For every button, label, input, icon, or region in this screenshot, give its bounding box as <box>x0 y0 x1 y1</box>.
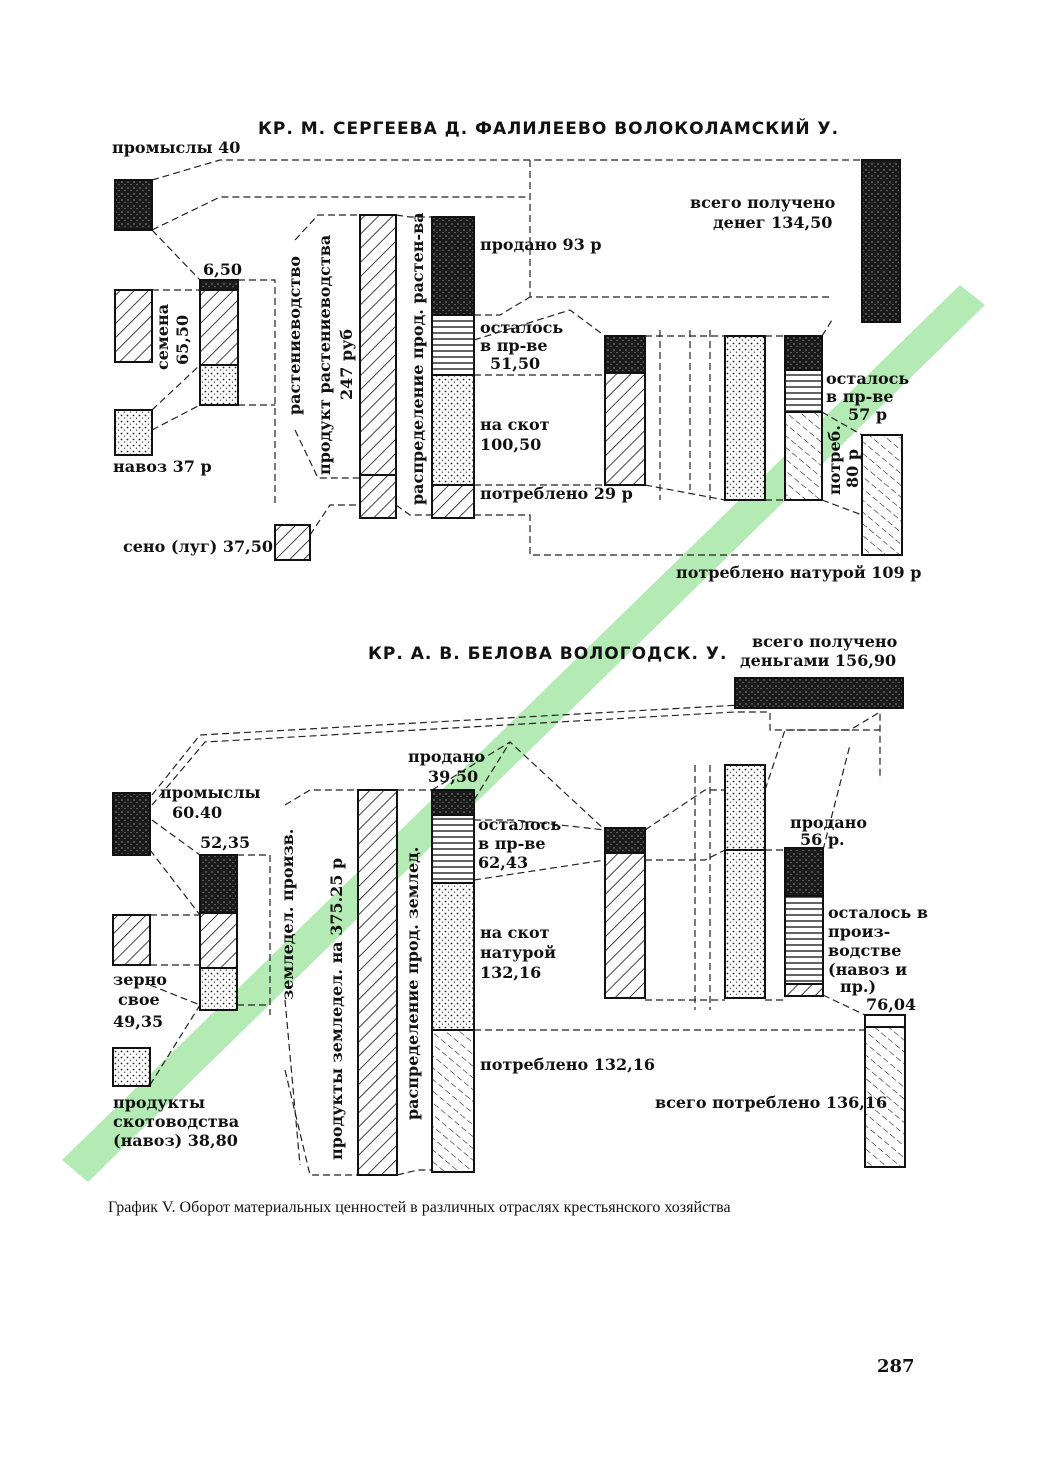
bottom-left2-label-1: осталось в <box>828 903 928 922</box>
figure-caption: График V. Оборот материальных ценностей в различных отраслях крестьянского хозяйства <box>108 1199 731 1216</box>
top-promysly-box <box>115 180 152 230</box>
bottom-money-label-1: всего получено <box>752 632 898 651</box>
top-natural-label: потреблено натурой 109 р <box>676 563 922 582</box>
top-skot-label-1: на скот <box>480 415 550 434</box>
bottom-zemled-label: земледел. произв. <box>278 828 297 1000</box>
bottom-left-label-2: в пр-ве <box>478 834 546 853</box>
top-left2-label-2: в пр-ве <box>826 387 894 406</box>
top-rast-label: растениеводство <box>285 255 304 415</box>
top-distr-label: распределение прод. растен-ва <box>408 212 427 505</box>
bottom-left2-label-4: (навоз и <box>828 960 908 979</box>
bottom-left2-label-5: пр.) <box>840 977 877 996</box>
top-semena-label-1: семена <box>153 303 172 370</box>
top-left2-label-3: 57 р <box>848 405 888 424</box>
top-product-column <box>360 215 396 518</box>
top-distribution-column <box>432 217 474 518</box>
bottom-title: КР. А. В. БЕЛОВА ВОЛОГОДСК. У. <box>368 644 728 664</box>
bottom-skot-label-3: 132,16 <box>480 963 542 982</box>
top-left2-label-1: осталось <box>826 369 910 388</box>
bottom-second-column <box>605 828 645 998</box>
top-consumed-label: потреблено 29 р <box>480 484 633 503</box>
top-navoz-box <box>115 410 152 455</box>
top-seno-box <box>275 525 310 560</box>
top-left-label-1: осталось <box>480 318 564 337</box>
bottom-sold2-label-2: 56 р. <box>800 830 845 849</box>
bottom-value-76: 76,04 <box>866 995 917 1014</box>
bottom-distribution-column <box>432 790 474 1172</box>
bottom-products-label: продукты земледел. на 375.25 р <box>327 857 346 1160</box>
top-consumed2-label-1: потреб. <box>825 425 844 495</box>
bottom-left-label-1: осталось <box>478 815 562 834</box>
bottom-zerno-label-3: 49,35 <box>113 1012 164 1031</box>
top-title: КР. М. СЕРГЕЕВА Д. ФАЛИЛЕЕВО ВОЛОКОЛАМСКИЙ У. <box>258 119 840 139</box>
bottom-total-consumed-column <box>865 1015 905 1167</box>
bottom-fourth-column <box>785 848 823 996</box>
bottom-total-consumed-label: всего потреблено 136,16 <box>655 1093 888 1112</box>
bottom-distr-label: распределение прод. землед. <box>403 846 422 1120</box>
top-sold-label: продано 93 р <box>480 235 602 254</box>
bottom-product-column <box>358 790 397 1175</box>
bottom-sold-label-2: 39,50 <box>428 767 479 786</box>
top-product-label-1: продукт растениеводства <box>315 234 334 475</box>
bottom-third-column <box>725 765 765 998</box>
bottom-money-label-2: деньгами 156,90 <box>740 651 897 670</box>
bottom-prod-label-1: продукты <box>113 1093 205 1112</box>
top-skot-label-2: 100,50 <box>480 435 542 454</box>
bottom-input-column <box>200 855 237 1010</box>
bottom-promysly-label-2: 60.40 <box>172 803 223 822</box>
page-number: 287 <box>877 1356 915 1377</box>
bottom-zerno-label-2: свое <box>118 990 160 1009</box>
bottom-value-52: 52,35 <box>200 833 251 852</box>
bottom-promysly-box <box>113 793 150 855</box>
bottom-left2-label-3: водстве <box>828 941 902 960</box>
bottom-left-label-3: 62,43 <box>478 853 529 872</box>
top-consumed2-label-2: 80 р <box>843 448 862 488</box>
top-semena-value: 6,50 <box>203 260 242 279</box>
bottom-money-box <box>735 678 903 708</box>
top-natural-box <box>862 435 902 555</box>
top-money-box <box>862 160 900 322</box>
top-promysly-label: промыслы 40 <box>112 138 241 157</box>
bottom-prod-label-2: скотоводства <box>113 1112 240 1131</box>
top-money-label-2: денег 134,50 <box>713 213 833 232</box>
bottom-navoz-box <box>113 1048 150 1086</box>
top-fourth-column <box>785 336 822 500</box>
top-left-label-3: 51,50 <box>490 354 541 373</box>
top-semena-label-2: 65,50 <box>173 314 192 365</box>
top-left-label-2: в пр-ве <box>480 336 548 355</box>
bottom-skot-label-2: натурой <box>480 943 556 962</box>
top-money-label-1: всего получено <box>690 193 836 212</box>
bottom-promysly-label-1: промыслы <box>160 783 261 802</box>
bottom-sold2-label-1: продано <box>790 813 867 832</box>
bottom-consumed-label: потреблено 132,16 <box>480 1055 655 1074</box>
top-seno-label: сено (луг) 37,50 <box>123 537 274 556</box>
top-third-column <box>725 336 765 500</box>
bottom-skot-label-1: на скот <box>480 923 550 942</box>
top-semena-box <box>115 290 152 362</box>
top-input-column <box>200 280 238 405</box>
top-navoz-label: навоз 37 р <box>113 457 212 476</box>
bottom-left2-label-2: произ- <box>828 922 891 941</box>
top-product-label-2: 247 руб <box>337 328 356 400</box>
top-second-column <box>605 336 645 485</box>
bottom-zerno-label-1: зерно <box>113 970 167 989</box>
bottom-zerno-box <box>113 915 150 965</box>
bottom-sold-label-1: продано <box>408 747 485 766</box>
bottom-prod-label-3: (навоз) 38,80 <box>113 1131 238 1150</box>
top-diagram <box>112 117 921 582</box>
